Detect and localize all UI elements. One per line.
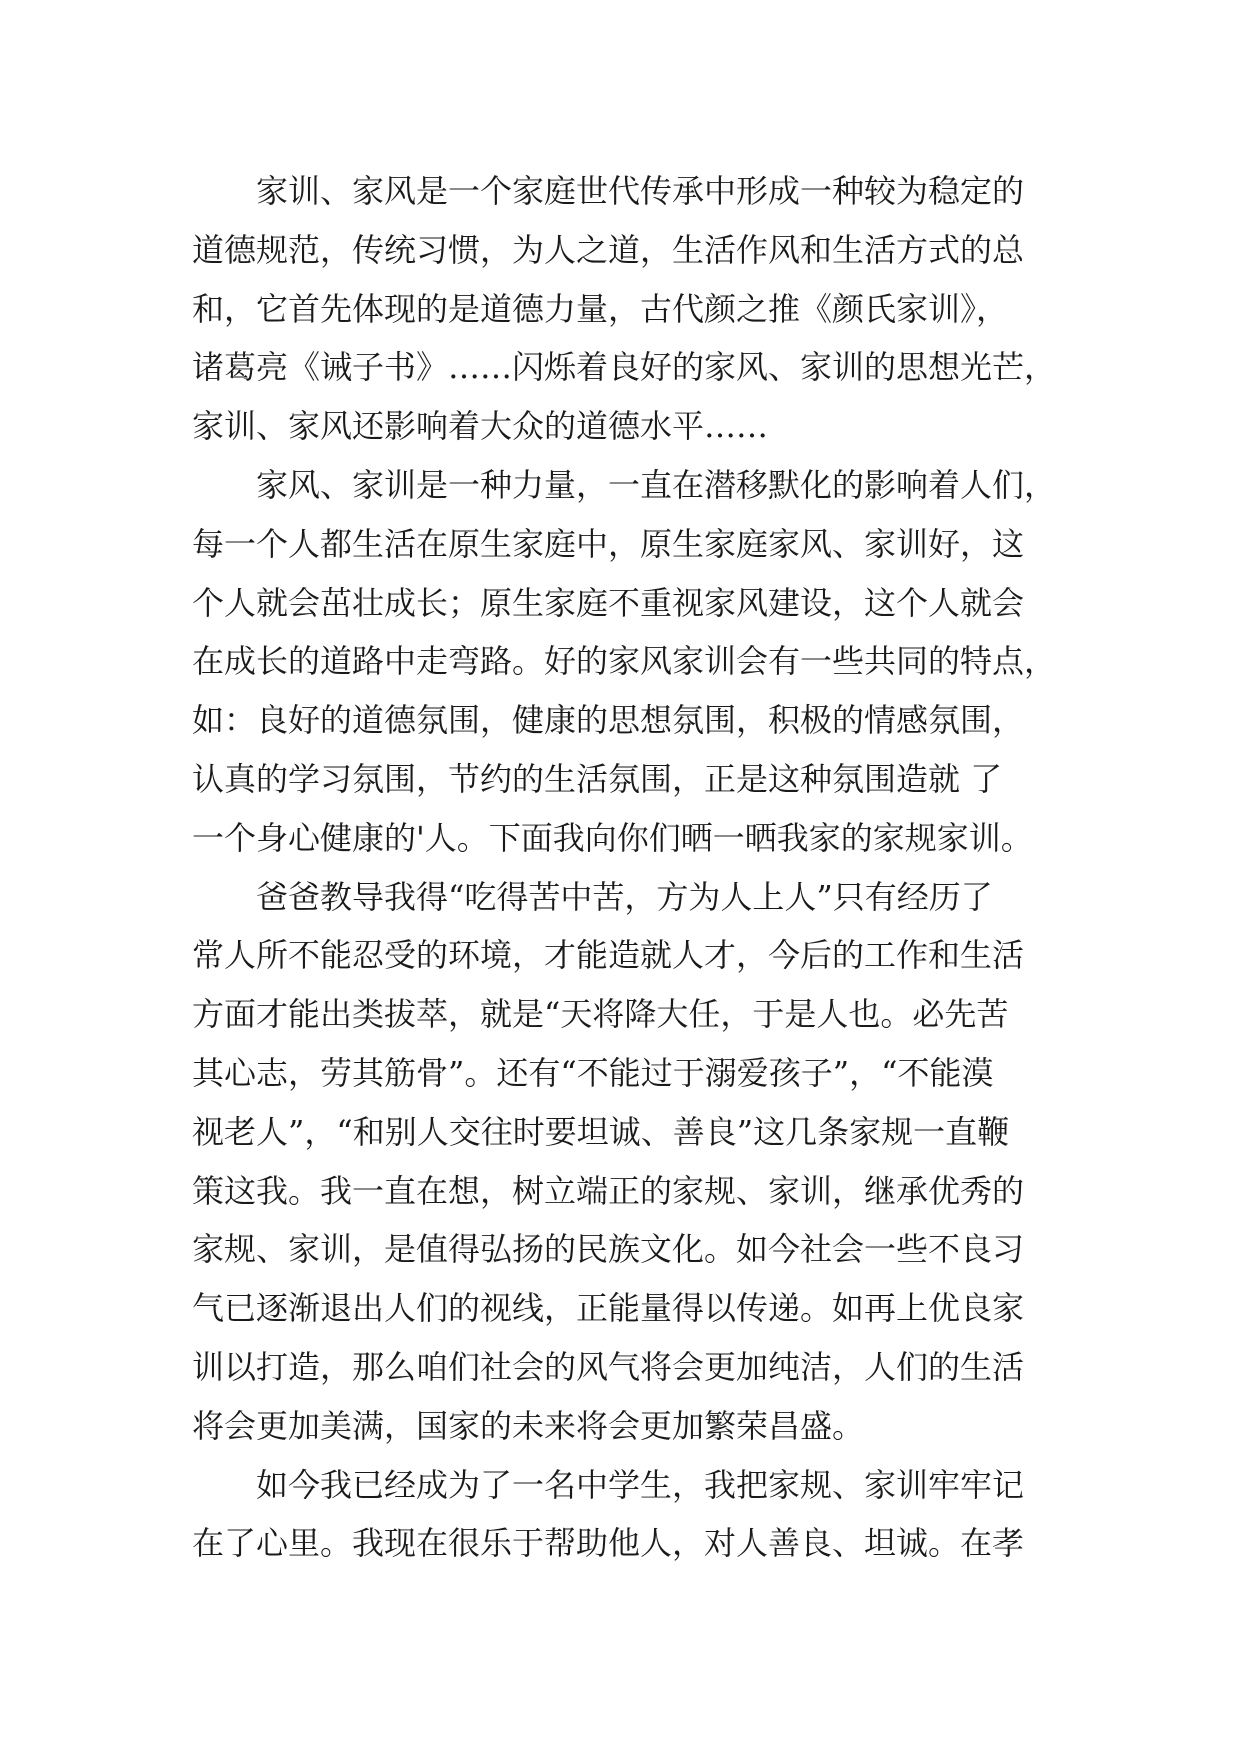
- paragraph-3-line-4: 其心志，劳其筋骨”。还有“不能过于溺爱孩子”，“不能漠: [192, 1053, 994, 1092]
- paragraph-3-line-8: 气已逐渐退出人们的视线，正能量得以传递。如再上优良家: [192, 1289, 1025, 1328]
- paragraph-1-line-1: 家训、家风是一个家庭世代传承中形成一种较为稳定的: [256, 172, 1025, 210]
- paragraph-3-line-2: 常人所不能忍受的环境，才能造就人才，今后的工作和生活: [192, 936, 1025, 975]
- paragraph-3-line-9: 训以打造，那么咱们社会的风气将会更加纯洁，人们的生活: [192, 1347, 1025, 1386]
- paragraph-3-line-1: 爸爸教导我得“吃得苦中苦，方为人上人”只有经历了: [256, 877, 993, 916]
- paragraph-3-line-6: 策这我。我一直在想，树立端正的家规、家训，继承优秀的: [192, 1171, 1025, 1210]
- body-text: [192, 162, 1072, 1573]
- paragraph-1-line-2: 道德规范，传统习惯，为人之道，生活作风和生活方式的总: [192, 230, 1025, 269]
- paragraph-2-line-1: 家风、家训是一种力量，一直在潜移默化的影响着人们，: [256, 465, 1057, 504]
- paragraph-2-line-7: 一个身心健康的'人。下面我向你们晒一晒我家的家规家训。: [192, 818, 1033, 857]
- paragraph-3-line-3: 方面才能出类拔萃，就是“天将降大任，于是人也。必先苦: [192, 995, 1009, 1034]
- paragraph-4-line-1: 如今我已经成为了一名中学生，我把家规、家训牢牢记: [256, 1465, 1025, 1504]
- paragraph-2-line-4: 在成长的道路中走弯路。好的家风家训会有一些共同的特点，: [192, 642, 1057, 681]
- paragraph-3-line-7: 家规、家训，是值得弘扬的民族文化。如今社会一些不良习: [192, 1230, 1025, 1269]
- paragraph-2-line-2: 每一个人都生活在原生家庭中，原生家庭家风、家训好，这: [192, 524, 1025, 563]
- paragraph-3-line-5: 视老人”，“和别人交往时要坦诚、善良”这几条家规一直鞭: [192, 1112, 1010, 1151]
- paragraph-2-line-3: 个人就会茁壮成长；原生家庭不重视家风建设，这个人就会: [192, 583, 1025, 622]
- paragraph-2-line-5: 如：良好的道德氛围，健康的思想氛围，积极的情感氛围，: [192, 701, 1025, 740]
- paragraph-4-line-2: 在了心里。我现在很乐于帮助他人，对人善良、坦诚。在孝: [192, 1524, 1025, 1563]
- paragraph-1-line-3: 和，它首先体现的是道德力量，古代颜之推《颜氏家训》，: [192, 289, 1009, 328]
- paragraph-1-line-4: 诸葛亮《诫子书》……闪烁着良好的家风、家训的思想光芒，: [192, 348, 1057, 387]
- paragraph-2-line-6: 认真的学习氛围，节约的生活氛围，正是这种氛围造就 了: [192, 759, 1003, 798]
- paragraph-3-line-10: 将会更加美满，国家的未来将会更加繁荣昌盛。: [192, 1406, 865, 1445]
- paragraph-1-line-5: 家训、家风还影响着大众的道德水平……: [192, 407, 769, 446]
